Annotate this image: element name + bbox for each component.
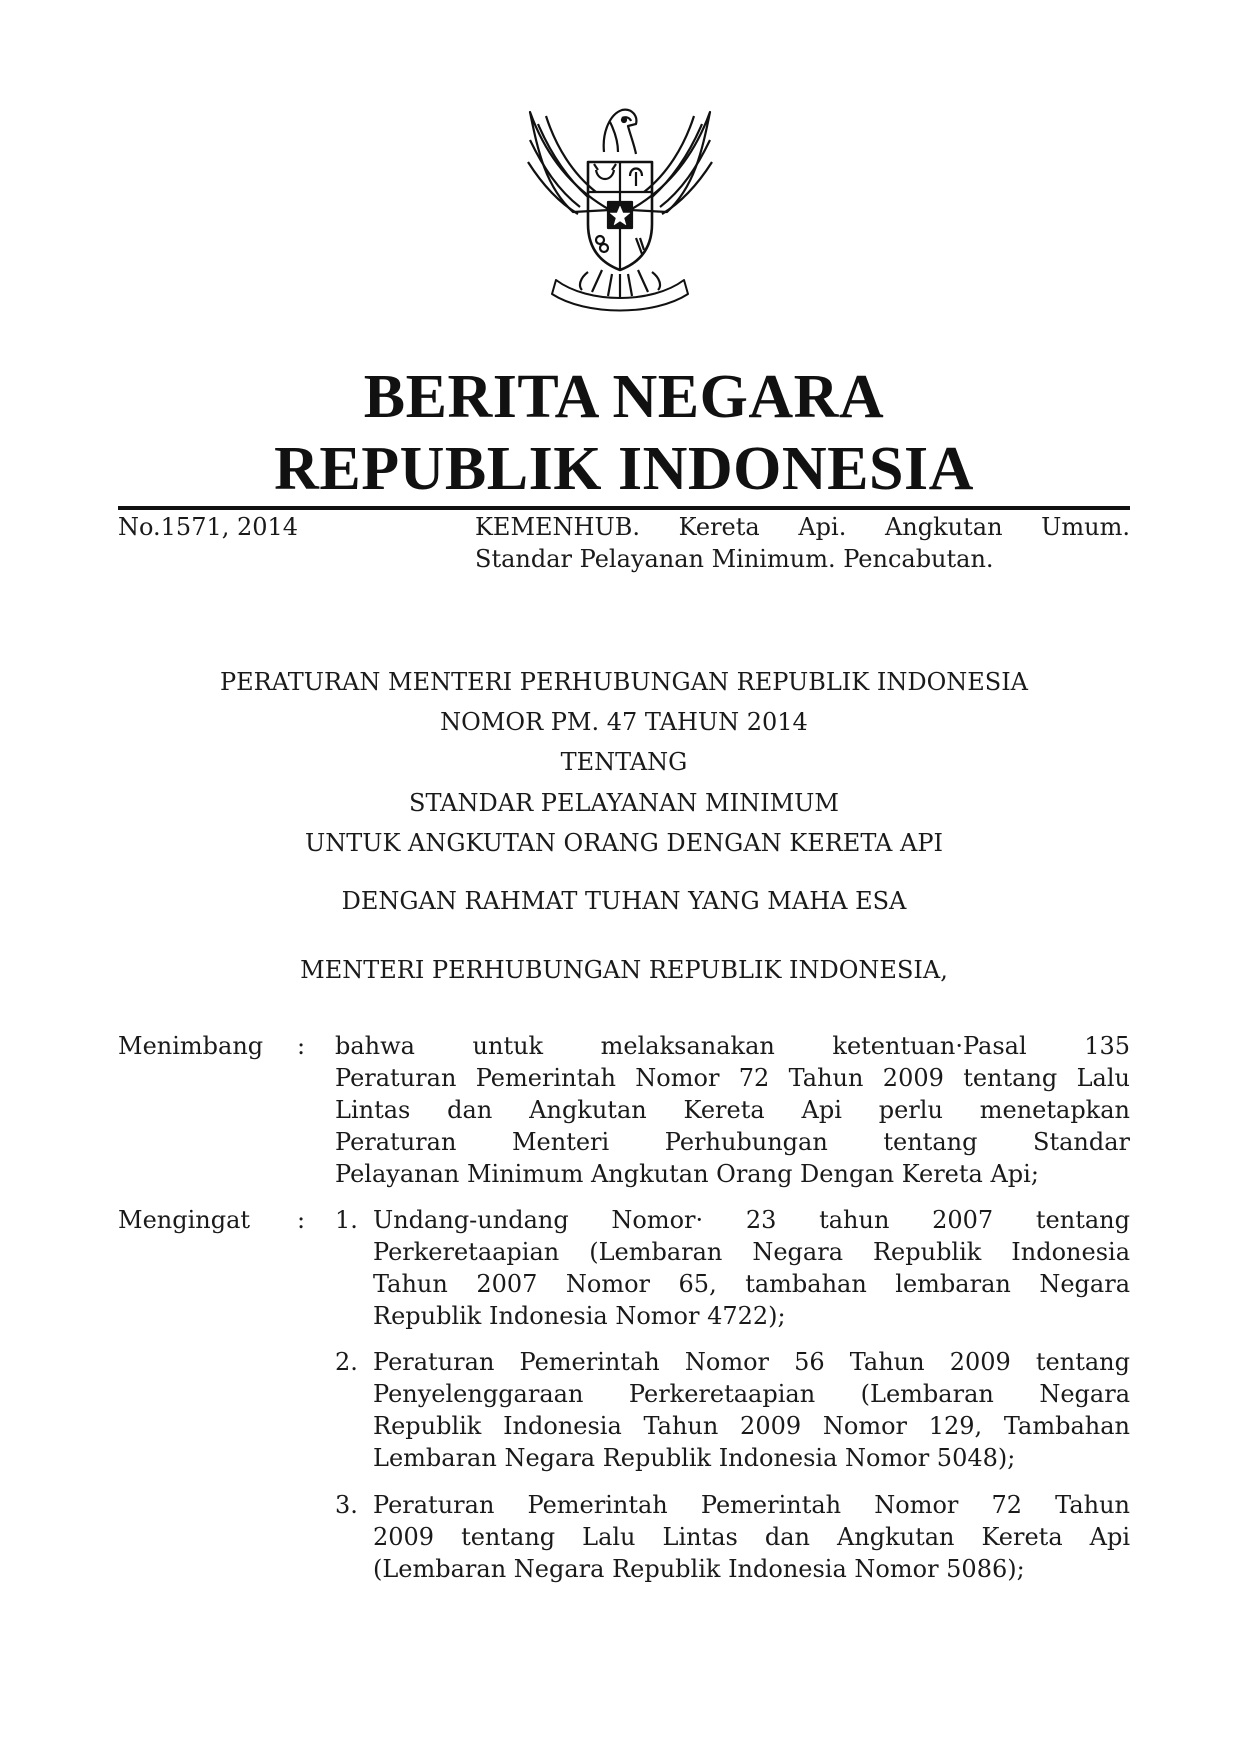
menimbang-line: Peraturan Menteri Perhubungan tentang Standar <box>335 1128 1130 1156</box>
item-line: Tahun 2007 Nomor 65, tambahan lembaran Negara <box>373 1270 1130 1298</box>
menimbang-line: Lintas dan Angkutan Kereta Api perlu menetapkan <box>335 1096 1130 1124</box>
regulation-invocation: DENGAN RAHMAT TUHAN YANG MAHA ESA <box>341 887 907 915</box>
item-number: 1. <box>335 1206 358 1234</box>
regulation-about: TENTANG <box>560 748 688 776</box>
item-text <box>373 1204 1130 1332</box>
mengingat-label: Mengingat <box>118 1206 251 1234</box>
item-line: Republik Indonesia Tahun 2009 Nomor 129, Tambahan <box>373 1412 1130 1440</box>
item-number: 3. <box>335 1491 358 1519</box>
masthead-divider <box>118 506 1130 510</box>
masthead-line-2: REPUBLIK INDONESIA <box>274 435 974 503</box>
item-line: Peraturan Pemerintah Pemerintah Nomor 72 Tahun <box>373 1491 1130 1519</box>
gazette-subject-line: Standar Pelayanan Minimum. Pencabutan. <box>475 545 994 573</box>
mengingat-colon: : <box>297 1206 306 1234</box>
gazette-number: No.1571, 2014 <box>118 513 299 541</box>
menimbang-line: Pelayanan Minimum Angkutan Orang Dengan Kereta Api; <box>335 1160 1039 1188</box>
regulation-number: NOMOR PM. 47 TAHUN 2014 <box>440 708 808 736</box>
menimbang-label: Menimbang <box>118 1032 264 1060</box>
regulation-subject-2: UNTUK ANGKUTAN ORANG DENGAN KERETA API <box>305 829 943 857</box>
menimbang-text <box>335 1030 1130 1190</box>
item-line: Lembaran Negara Republik Indonesia Nomor 5048); <box>373 1444 1016 1472</box>
item-line: Republik Indonesia Nomor 4722); <box>373 1302 786 1330</box>
item-line: (Lembaran Negara Republik Indonesia Nomor 5086); <box>373 1555 1025 1583</box>
item-line: Peraturan Pemerintah Nomor 56 Tahun 2009 tentang <box>373 1348 1130 1376</box>
item-line: Penyelenggaraan Perkeretaapian (Lembaran Negara <box>373 1380 1130 1408</box>
item-line: Undang-undang Nomor· 23 tahun 2007 tentang <box>373 1206 1130 1234</box>
masthead-line-1: BERITA NEGARA <box>363 363 885 431</box>
menimbang-colon: : <box>297 1032 306 1060</box>
gazette-subject-line: KEMENHUB. Kereta Api. Angkutan Umum. <box>475 513 1130 541</box>
regulation-title: PERATURAN MENTERI PERHUBUNGAN REPUBLIK INDONESIA <box>219 668 1029 696</box>
item-line: Perkeretaapian (Lembaran Negara Republik Indonesia <box>373 1238 1130 1266</box>
menimbang-line: Peraturan Pemerintah Nomor 72 Tahun 2009 tentang Lalu <box>335 1064 1130 1092</box>
item-text <box>373 1489 1130 1585</box>
menimbang-line: bahwa untuk melaksanakan ketentuan·Pasal 135 <box>335 1032 1130 1060</box>
item-number: 2. <box>335 1348 358 1376</box>
garuda-emblem-graphic <box>518 92 722 314</box>
item-line: 2009 tentang Lalu Lintas dan Angkutan Kereta Api <box>373 1523 1130 1551</box>
regulation-subject-1: STANDAR PELAYANAN MINIMUM <box>409 789 839 817</box>
garuda-emblem <box>518 92 722 314</box>
gazette-subject <box>475 511 1130 575</box>
regulation-issuer: MENTERI PERHUBUNGAN REPUBLIK INDONESIA, <box>300 956 948 984</box>
item-text <box>373 1346 1130 1474</box>
